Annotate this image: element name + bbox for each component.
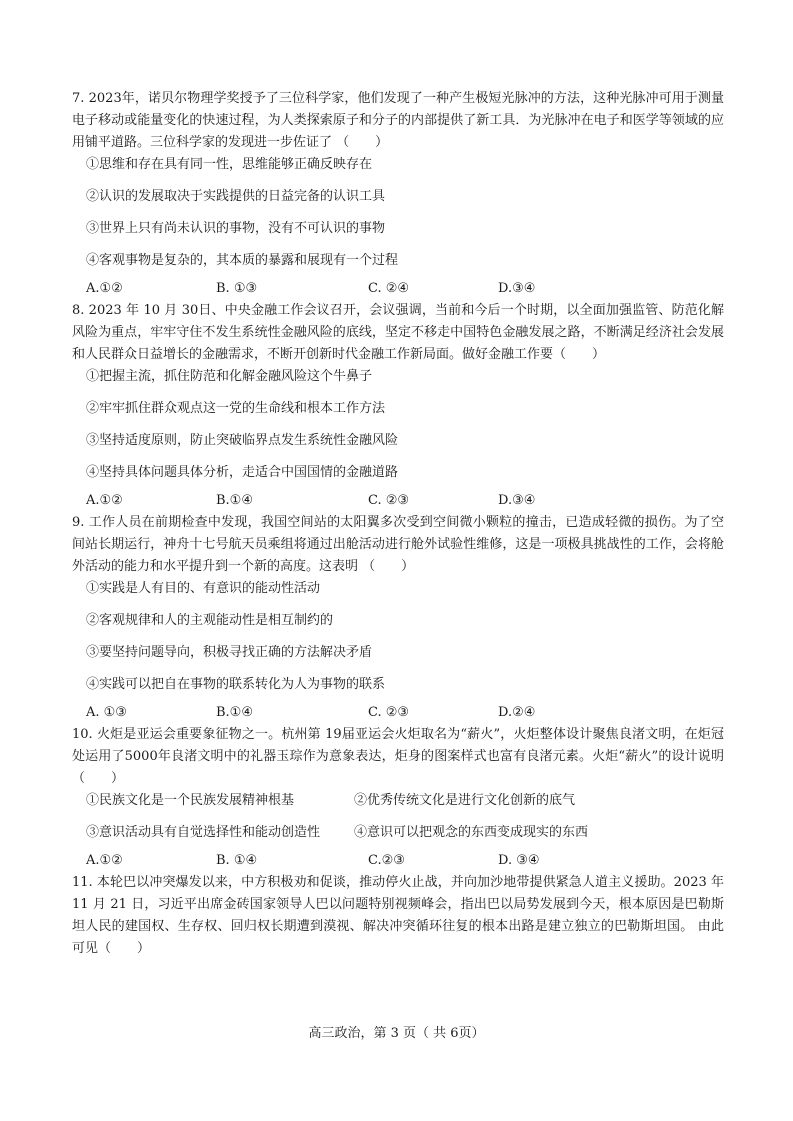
answer-choice: D.③④: [498, 281, 536, 296]
option-item: ①实践是人有目的、有意识的能动性活动: [86, 581, 321, 596]
question-10-options-row-1: [72, 790, 724, 812]
option-item: ①把握主流，抓住防范和化解金融风险这个牛鼻子: [86, 369, 373, 384]
question-11-stem: 11. 本轮巴以冲突爆发以来，中方积极劝和促谈，推动停火止战，并向加沙地带提供紧急人道主义援助。2023 年 11 月 21 日，习近平出席金砖国家领导人巴以问题特别视频峰会，指出巴以局势发展到今天，根本原因是巴勒斯坦人民的建国权、生存权、回归权长期遭到漠视、解决冲突循环往复的根本出路是建立独立的巴勒斯坦国。 由此可见（ ）: [72, 875, 724, 956]
option-item: ②牢牢抓住群众观点这一党的生命线和根本工作方法: [86, 401, 386, 416]
answer-choice: B. ①③: [216, 281, 258, 296]
question-10-stem: 10. 火炬是亚运会重要象征物之一。杭州第 19届亚运会火炬取名为“薪火”，火炬整体设计聚焦良渚文明，在炬冠处运用了5000年良渚文明中的礼器玉琮作为意象表达，炬身的图案样式也富有良渚元素。火炬“薪火”的设计说明（ ）: [72, 727, 724, 786]
option-item: ③坚持适度原则，防止突破临界点发生系统性金融风险: [86, 433, 399, 448]
option-item: ②认识的发展取决于实践提供的日益完备的认识工具: [86, 189, 386, 204]
question-7-answers: [72, 278, 724, 300]
option-item: ③意识活动具有自觉选择性和能动创造性: [86, 825, 321, 840]
answer-choice: D.③④: [498, 493, 536, 508]
option-item: ②客观规律和人的主观能动性是相互制约的: [86, 613, 334, 628]
answer-choice: B.①④: [216, 705, 253, 720]
answer-choice: C. ②④: [368, 281, 410, 296]
answer-choice: C.②③: [368, 853, 405, 868]
question-8-options: [72, 366, 724, 484]
question-8-stem: 8. 2023 年 10 月 30日、中央金融工作会议召开，会议强调，当前和今后一个时期，以全面加强监管、防范化解风险为重点，牢牢守住不发生系统性金融风险的底线，坚定不移走中国特色金融发展之路，不断满足经济社会发展和人民群众日益增长的金融需求，不断开创新时代金融工作新局面。做好金融工作要（ ）: [72, 303, 724, 362]
question-9-stem: 9. 工作人员在前期检查中发现，我国空间站的太阳翼多次受到空间微小颗粒的撞击，已造成轻微的损伤。为了空间站长期运行，神舟十七号航天员乘组将通过出舱活动进行舱外试验性维修，这是一项极具挑战性的工作，会将舱外活动的能力和水平提升到一个新的高度。这表明 （ ）: [72, 515, 724, 574]
answer-choice: C. ②③: [368, 493, 410, 508]
option-item: ①思维和存在具有同一性，思维能够正确反映存在: [86, 157, 373, 172]
question-10: [72, 724, 724, 872]
answer-choice: D.②④: [498, 705, 536, 720]
question-7-options: [72, 154, 724, 272]
option-item: ③世界上只有尚未认识的事物，没有不可认识的事物: [86, 221, 386, 236]
answer-choice: A.①②: [86, 493, 123, 508]
answer-choice: D. ③④: [498, 853, 540, 868]
question-9-answers: [72, 702, 724, 724]
option-item: ④客观事物是复杂的，其本质的暴露和展现有一个过程: [86, 253, 399, 268]
question-8-answers: [72, 490, 724, 512]
question-10-answers: [72, 850, 724, 872]
question-8: [72, 300, 724, 512]
question-9: [72, 512, 724, 724]
option-item: ④意识可以把观念的东西变成现实的东西: [354, 825, 589, 840]
question-11: [72, 872, 724, 960]
answer-choice: C. ②③: [368, 705, 410, 720]
answer-choice: A.①②: [86, 853, 123, 868]
answer-choice: A.①②: [86, 281, 123, 296]
answer-choice: B. ①④: [216, 853, 258, 868]
option-item: ②优秀传统文化是进行文化创新的底气: [354, 793, 576, 808]
option-item: ③要坚持问题导向，积极寻找正确的方法解决矛盾: [86, 645, 373, 660]
question-10-options-row-2: [72, 822, 724, 844]
option-item: ④实践可以把自在事物的联系转化为人为事物的联系: [86, 677, 386, 692]
answer-choice: B.①④: [216, 493, 253, 508]
option-item: ④坚持具体问题具体分析，走适合中国国情的金融道路: [86, 465, 399, 480]
page-footer: 高三政治，第 3 页（ 共 6页）: [308, 1026, 485, 1041]
question-7-stem: 7. 2023年，诺贝尔物理学奖授予了三位科学家，他们发现了一种产生极短光脉冲的方法，这种光脉冲可用于测量电子移动或能量变化的快速过程，为人类探索原子和分子的内部提供了新工具．为光脉冲在电子和医学等领域的应用铺平道路。三位科学家的发现进一步佐证了 （ ）: [72, 91, 724, 150]
question-7: [72, 88, 724, 300]
answer-choice: A. ①③: [86, 705, 127, 720]
option-item: ①民族文化是一个民族发展精神根基: [86, 793, 295, 808]
question-9-options: [72, 578, 724, 696]
exam-page: [72, 88, 724, 960]
